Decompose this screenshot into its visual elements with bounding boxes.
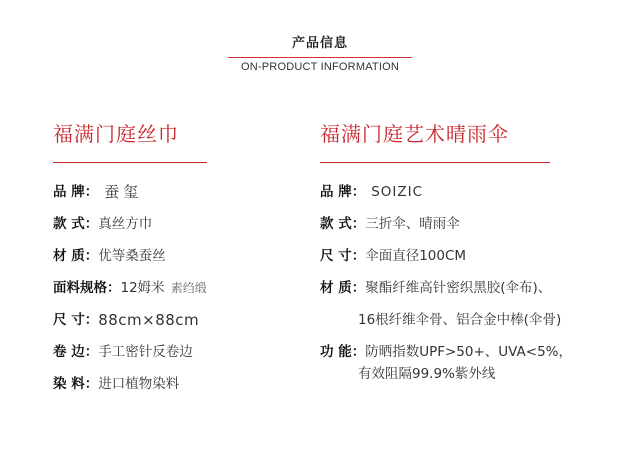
spec-row-style [320,213,630,245]
spec-key: 品 牌： [53,184,99,200]
spec-key: 功 能： [320,344,366,360]
spec-note: 素绉缎 [170,281,207,295]
spec-value: 蚕玺 [104,183,143,201]
spec-row-brand [53,181,323,213]
spec-key: 款 式： [320,216,366,232]
spec-row-hem [53,341,323,373]
spec-value: 真丝方巾 [98,216,153,232]
spec-row-size [53,309,323,341]
spec-row-material-cont [320,309,630,341]
spec-row-brand [320,181,630,213]
spec-key: 品 牌： [320,184,366,200]
spec-row-function [320,341,630,363]
umbrella-title-underline [320,162,550,163]
spec-value-line: 防晒指数UPF>50+、UVA<5%， [365,344,573,360]
umbrella-spec-list [320,181,630,395]
scarf-title-underline [53,162,207,163]
header-subtitle: ON-PRODUCT INFORMATION [241,61,399,73]
spec-value-line: 聚酯纤维高针密织黑胶(伞布)、 [365,280,552,296]
spec-key: 染 料： [53,376,99,392]
spec-key: 面料规格： [53,280,121,296]
spec-value: 三折伞、晴雨伞 [365,216,460,232]
umbrella-info-column [320,120,630,395]
spec-key: 材 质： [53,248,99,264]
spec-row-function-cont [320,363,630,395]
spec-value: SOIZIC [371,184,424,200]
spec-key: 材 质： [320,280,366,296]
scarf-spec-list [53,181,323,405]
spec-value: 伞面直径100CM [365,248,467,264]
spec-value-line: 有效阻隔99.9%紫外线 [358,366,496,382]
header-divider [228,57,412,58]
spec-row-style [53,213,323,245]
header-title: 产品信息 [291,36,348,51]
spec-key: 尺 寸： [320,248,366,264]
spec-key: 卷 边： [53,344,99,360]
spec-row-dye [53,373,323,405]
section-header [0,32,640,73]
spec-row-size [320,245,630,277]
spec-row-material [53,245,323,277]
scarf-title: 福满门庭丝巾 [53,122,179,146]
spec-value-line: 16根纤维伞骨、铝合金中棒(伞骨) [358,312,562,328]
spec-value: 12姆米 [120,280,165,296]
spec-key: 款 式： [53,216,99,232]
spec-value [365,277,551,299]
spec-row-fabric [53,277,323,309]
scarf-info-column [53,120,323,405]
spec-value: 88cm×88cm [98,311,200,329]
spec-value: 进口植物染料 [98,376,180,392]
spec-key: 尺 寸： [53,312,99,328]
spec-value: 优等桑蚕丝 [98,248,166,264]
spec-value: 手工密针反卷边 [98,344,193,360]
umbrella-title: 福满门庭艺术晴雨伞 [320,122,509,146]
